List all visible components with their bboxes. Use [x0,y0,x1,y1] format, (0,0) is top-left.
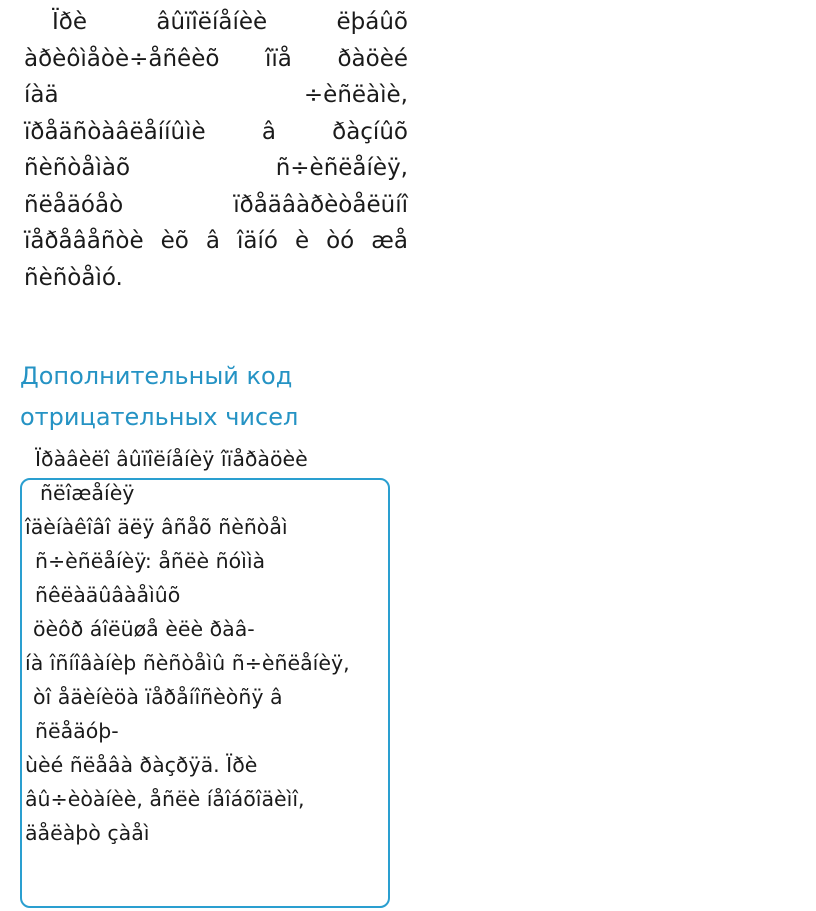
word: ðàçíûõ [332,118,408,145]
word: ñëåäóåò [24,191,124,218]
word: òó [326,228,355,254]
word: ñèñòåìàõ [24,155,131,181]
paragraph-line-1 [24,4,408,41]
sidebar-note [25,442,350,850]
word: ÷èñëàìè, [303,82,408,108]
word: ðàöèé [337,45,408,72]
sidebar-line: ùèé ñëåâà ðàçðÿä. Ïðè [25,753,258,777]
paragraph-line-4 [24,114,408,151]
word: èõ [160,228,189,254]
word: ïåðåâåñòè [24,228,144,254]
word: àðèôìåòè÷åñêèõ [24,45,220,72]
sidebar-line: âû÷èòàíèè, åñëè íåîáõîäèìî, [25,787,305,811]
sidebar-line: ñëîæåíèÿ [40,481,135,505]
section-heading [20,356,420,438]
paragraph-line-5 [24,150,408,187]
sidebar-line: ñ÷èñëåíèÿ: åñëè ñóììà [35,549,266,573]
body-paragraph [24,4,408,296]
word: è [294,228,310,254]
word: ïðåäâàðèòåëüíî [233,191,408,218]
heading-line-1: Дополнительный код [20,362,293,390]
sidebar-line: Ïðàâèëî âûïîëíåíèÿ îïåðàöèè [35,447,308,471]
word: â [205,228,220,254]
word: ëþáûõ [336,9,408,35]
word: îïå [265,45,292,72]
word: â [261,118,276,145]
word: îäíó [236,228,278,254]
word: ñ÷èñëåíèÿ, [275,155,408,181]
paragraph-line-6 [24,187,408,224]
paragraph-line-2 [24,41,408,78]
sidebar-line: öèôð áîëüøå èëè ðàâ- [33,617,255,641]
heading-line-2: отрицательных чисел [20,403,299,431]
sidebar-line: äåëàþò çàåì [25,821,150,845]
paragraph-line-3 [24,77,408,114]
word: ñèñòåìó. [24,264,123,291]
word: æå [371,228,408,254]
word: íàä [24,82,59,108]
word: âûïîëíåíèè [156,9,268,35]
sidebar-line: ñêëàäûâàåìûõ [35,583,181,607]
sidebar-line: òî åäèíèöà ïåðåíîñèòñÿ â [33,685,283,709]
sidebar-line: ñëåäóþ- [35,719,119,743]
sidebar-line: îäèíàêîâî äëÿ âñåõ ñèñòåì [25,515,288,539]
sidebar-line: íà îñíîâàíèþ ñèñòåìû ñ÷èñëåíèÿ, [25,651,350,675]
paragraph-line-7 [24,223,408,260]
paragraph-line-8 [24,260,408,297]
word: ïðåäñòàâëåííûìè [24,118,206,145]
word: Ïðè [52,9,88,35]
